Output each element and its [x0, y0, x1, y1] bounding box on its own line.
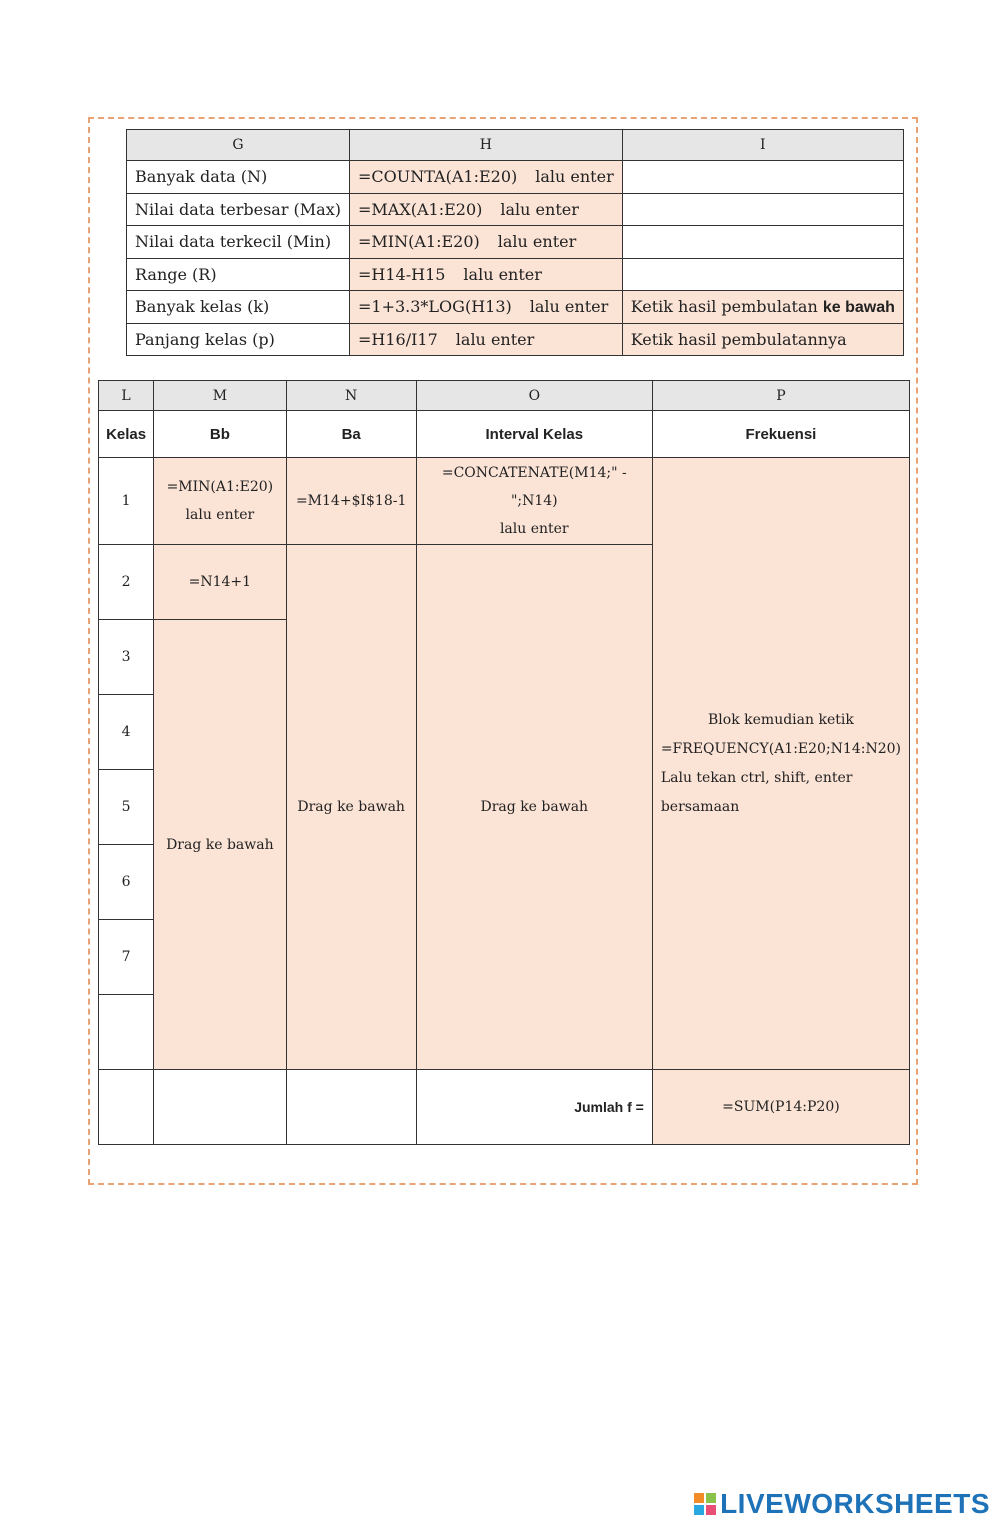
note-bold-text: ke bawah — [822, 298, 895, 316]
summary-row — [127, 161, 904, 194]
action-text: lalu enter — [500, 199, 579, 219]
frequency-table — [98, 380, 910, 1145]
col-letter-n: N — [286, 381, 416, 411]
row-label: Nilai data terbesar (Max) — [127, 193, 350, 226]
bb-cell-first — [154, 458, 286, 545]
col-letter-o: O — [416, 381, 652, 411]
action-text: lalu enter — [497, 232, 577, 252]
col-title-interval: Interval Kelas — [416, 411, 652, 458]
interval-formula-line2: ";N14) — [510, 493, 558, 509]
bb-cell-second: =N14+1 — [154, 545, 286, 620]
freq-line-1: Blok kemudian ketik — [708, 711, 854, 728]
formula-cell — [349, 291, 622, 324]
col-header-h: H — [349, 130, 622, 161]
row-label: Banyak data (N) — [127, 161, 350, 194]
col-title-frekuensi: Frekuensi — [652, 411, 909, 458]
freq-line-3: Lalu tekan ctrl, shift, enter — [660, 769, 853, 786]
formula-text: =MIN(A1:E20) — [357, 232, 480, 252]
kelas-cell: 2 — [99, 545, 154, 620]
logo-text: LIVEWORKSHEETS — [720, 1488, 990, 1519]
kelas-cell: 5 — [99, 770, 154, 845]
kelas-cell: 4 — [99, 695, 154, 770]
col-letter-p: P — [652, 381, 909, 411]
note-cell — [622, 258, 903, 291]
note-text: Ketik hasil pembulatan — [630, 296, 823, 316]
summary-row — [127, 323, 904, 356]
frequency-cell — [652, 458, 909, 1070]
col-title-row — [99, 411, 910, 458]
bb-drag-cell: Drag ke bawah — [154, 620, 286, 1070]
formula-text: =H16/I17 — [357, 329, 438, 349]
kelas-cell: 7 — [99, 920, 154, 995]
note-cell — [622, 193, 903, 226]
interval-cell-first — [416, 458, 652, 545]
row-label: Panjang kelas (p) — [127, 323, 350, 356]
col-header-i: I — [622, 130, 903, 161]
col-letter-row — [99, 381, 910, 411]
formula-cell — [349, 193, 622, 226]
formula-cell — [349, 161, 622, 194]
kelas-cell: 1 — [99, 458, 154, 545]
formula-cell — [349, 258, 622, 291]
kelas-cell: 6 — [99, 845, 154, 920]
col-title-kelas: Kelas — [99, 411, 154, 458]
kelas-cell: 3 — [99, 620, 154, 695]
formula-text: =COUNTA(A1:E20) — [357, 167, 518, 187]
action-text: lalu enter — [463, 264, 542, 284]
interval-action: lalu enter — [499, 521, 569, 537]
ba-cell-first: =M14+$I$18-1 — [286, 458, 416, 545]
note-cell — [622, 161, 903, 194]
ba-drag-cell: Drag ke bawah — [286, 545, 416, 1070]
col-header-g: G — [127, 130, 350, 161]
note-cell: Ketik hasil pembulatannya — [622, 323, 903, 356]
summary-row — [127, 258, 904, 291]
summary-row — [127, 291, 904, 324]
formula-text: =MAX(A1:E20) — [357, 199, 483, 219]
formula-cell — [349, 323, 622, 356]
total-empty-n — [286, 1070, 416, 1145]
bb-action: lalu enter — [185, 507, 255, 523]
jumlah-label: Jumlah f = — [416, 1070, 652, 1145]
action-text: lalu enter — [529, 297, 609, 317]
note-cell — [622, 226, 903, 259]
col-title-bb: Bb — [154, 411, 286, 458]
class-row-1 — [99, 458, 910, 545]
summary-row — [127, 226, 904, 259]
row-label: Nilai data terkecil (Min) — [127, 226, 350, 259]
summary-row — [127, 193, 904, 226]
total-empty-m — [154, 1070, 286, 1145]
row-label: Range (R) — [127, 258, 350, 291]
summary-table — [126, 129, 904, 356]
interval-drag-cell: Drag ke bawah — [416, 545, 652, 1070]
action-text: lalu enter — [535, 167, 614, 187]
jumlah-formula: =SUM(P14:P20) — [652, 1070, 909, 1145]
formula-text: =1+3.3*LOG(H13) — [357, 297, 512, 317]
total-empty-l — [99, 1070, 154, 1145]
col-letter-l: L — [99, 381, 154, 411]
interval-formula-line1: =CONCATENATE(M14;" - — [441, 465, 627, 481]
row-label: Banyak kelas (k) — [127, 291, 350, 324]
kelas-cell-empty — [99, 995, 154, 1070]
summary-header-row — [127, 130, 904, 161]
bb-formula: =MIN(A1:E20) — [166, 479, 274, 495]
freq-line-2: =FREQUENCY(A1:E20;N14:N20) — [660, 740, 901, 757]
col-title-ba: Ba — [286, 411, 416, 458]
action-text: lalu enter — [455, 329, 535, 349]
formula-cell — [349, 226, 622, 259]
liveworksheets-logo — [694, 1488, 990, 1520]
col-letter-m: M — [154, 381, 286, 411]
total-row — [99, 1070, 910, 1145]
logo-icon — [694, 1493, 716, 1515]
note-cell — [622, 291, 903, 324]
formula-text: =H14-H15 — [357, 264, 446, 284]
freq-line-4: bersamaan — [660, 798, 740, 815]
